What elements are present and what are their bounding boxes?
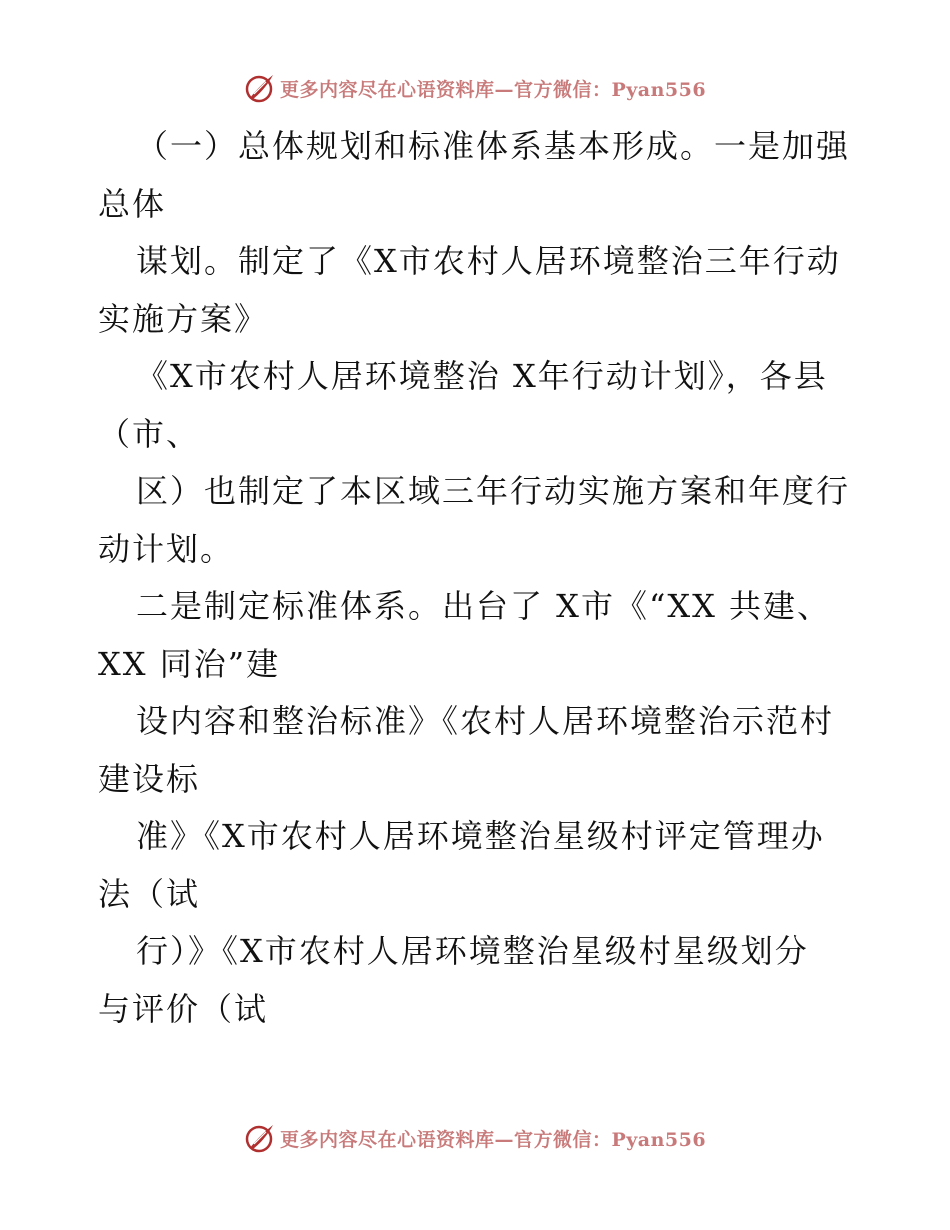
paragraph-line: 准》《X市农村人居环境整治星级村评定管理办 [136, 817, 825, 855]
header-banner [0, 72, 950, 104]
paragraph-line: XX 同治”建 [98, 644, 281, 683]
paragraph-line: 实施方案》 [98, 299, 269, 338]
footer-banner-text: 更多内容尽在心语资料库—官方微信：Pyan556 [279, 1128, 707, 1151]
paragraph-line: 总体 [98, 184, 167, 223]
paragraph-line: 设内容和整治标准》《农村人居环境整治示范村 [136, 702, 835, 740]
paragraph-line: 建设标 [98, 759, 201, 798]
paragraph-line: 谋划。制定了《X市农村人居环境整治三年行动 [136, 242, 841, 280]
paragraph-line: 法（试 [98, 874, 201, 913]
paragraph-line: 《X市农村人居环境整治 X年行动计划》，各县 [136, 357, 828, 395]
header-banner-text: 更多内容尽在心语资料库—官方微信：Pyan556 [279, 78, 707, 101]
document-body [98, 118, 858, 1038]
feather-pen-logo-icon [244, 72, 276, 104]
paragraph-line: 区）也制定了本区域三年行动实施方案和年度行 [136, 472, 851, 510]
paragraph-line: 行）》《X市农村人居环境整治星级村星级划分 [136, 932, 809, 970]
paragraph-line: 动计划。 [98, 529, 235, 568]
paragraph-line: 二是制定标准体系。出台了 X市《“XX 共建、 [136, 587, 832, 625]
paragraph-line: （市、 [98, 414, 201, 453]
paragraph-line: （一）总体规划和标准体系基本形成。一是加强 [136, 127, 851, 165]
footer-banner [0, 1122, 950, 1154]
feather-pen-logo-icon [244, 1122, 276, 1154]
paragraph-line: 与评价（试 [98, 989, 269, 1028]
